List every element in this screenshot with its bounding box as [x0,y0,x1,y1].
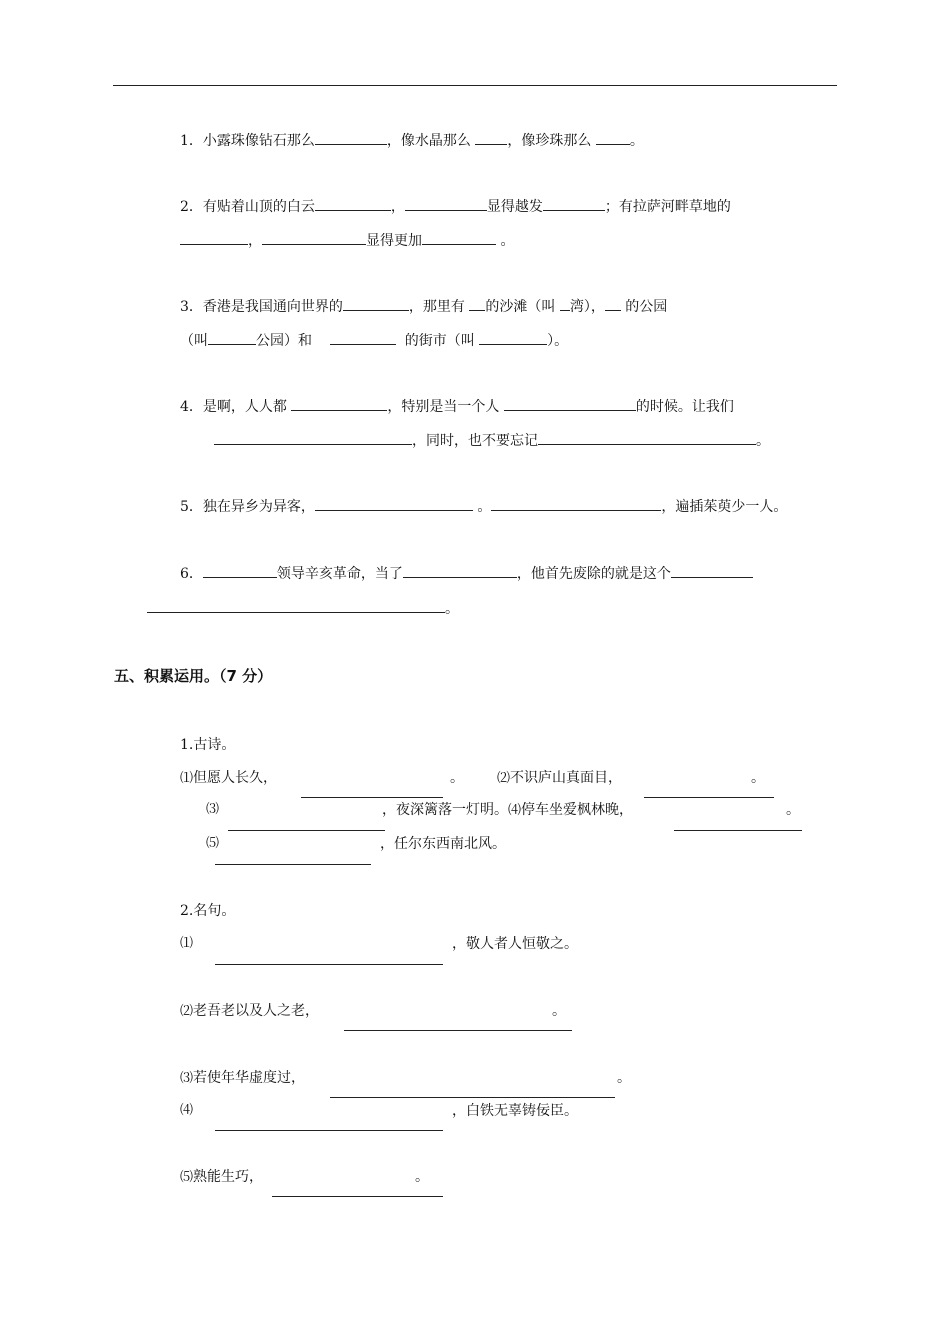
item-number: ⑴ [180,936,194,951]
poem-text: 不识庐山真面目， [510,770,623,786]
q4-text: 的时候。让我们 [635,399,734,415]
q2-text: ， [390,199,405,215]
saying-end: 。 [617,1070,631,1086]
q3-text: 公园）和 [256,333,312,349]
item-number: ⑵ [497,771,511,786]
poem-1 [180,768,277,789]
q3-text: ）。 [547,333,569,349]
poem-text: 停车坐爱枫林晚， [521,802,634,818]
q3-text: 的街市（叫 [404,333,475,349]
item-number: ⑷ [180,1103,194,1118]
saying-end: 。 [415,1169,429,1185]
saying-3 [180,1068,305,1089]
q3-text: 的公园 [625,299,668,315]
poem-2 [497,768,622,789]
poems-label: 1.古诗。 [180,737,236,753]
q5-text: 。 [477,499,492,515]
header-rule [113,85,837,86]
blank[interactable] [475,129,507,145]
blank[interactable] [315,195,391,211]
blank[interactable] [208,329,256,345]
q1-text: 。 [629,133,644,149]
poem-end: 。 [786,802,800,818]
saying-text: ，白铁无辜铸佞臣。 [452,1103,578,1119]
q5-text: ，遍插茱萸少一人。 [661,499,788,515]
question-3-line-2 [180,329,568,351]
question-2-line-2 [180,229,514,251]
poem-3-4 [382,800,633,821]
blank[interactable] [469,295,485,311]
q6-text: ，他首先废除的就是这个 [516,566,671,582]
q2-text: ；有拉萨河畔草地的 [604,199,731,215]
poem-end: 。 [751,770,765,786]
question-4-line-2 [214,429,770,451]
item-number: ⑴ [180,771,194,786]
blank[interactable] [560,295,570,311]
answer-line[interactable] [272,1196,443,1197]
item-number: ⑵ [180,1004,194,1019]
q6-text: 6． [180,566,203,582]
blank[interactable] [543,195,605,211]
blank[interactable] [291,395,387,411]
q3-text: 的沙滩（叫 [485,299,556,315]
poem-end: 。 [450,770,464,786]
blank[interactable] [422,229,496,245]
q2-text: ， [248,233,262,249]
question-2-line-1 [180,195,731,217]
sayings-label: 2.名句。 [180,903,236,919]
q4-text: ，同时，也不要忘记 [412,433,538,449]
question-6-line-1 [180,562,753,584]
saying-2 [180,1001,319,1022]
question-3-line-1 [180,295,667,317]
q3-text: 3．香港是我国通向世界的 [180,299,343,315]
answer-line[interactable] [215,964,443,965]
q1-text: ，像水晶那么 [386,133,471,149]
item-number: ⑶ [180,1071,194,1086]
item-number: ⑶ [206,802,220,817]
saying-text: 老吾老以及人之老， [193,1003,320,1019]
saying-end: 。 [552,1003,566,1019]
item-number: ⑷ [508,803,522,818]
blank[interactable] [605,295,621,311]
blank[interactable] [203,562,277,578]
q2-text: 显得更加 [366,233,422,249]
blank[interactable] [330,329,396,345]
blank[interactable] [214,429,412,445]
question-5 [180,495,787,517]
q6-text: 领导辛亥革命，当了 [276,566,403,582]
question-4-line-1 [180,395,734,417]
q4-text: 。 [756,433,770,449]
answer-line[interactable] [674,830,802,831]
section-title: 五、积累运用。（7 分） [114,667,273,685]
question-6-line-2 [147,597,459,619]
answer-line[interactable] [215,1130,443,1131]
q4-text: ，特别是当一个人 [387,399,500,415]
blank[interactable] [479,329,547,345]
q3-text: ，那里有 [408,299,465,315]
q1-text: ，像珍珠那么 [507,133,592,149]
q3-text: （叫 [180,333,208,349]
q2-text: 。 [500,233,515,249]
blank[interactable] [538,429,756,445]
saying-5 [180,1167,263,1188]
item-number: ⑸ [206,836,220,851]
blank[interactable] [504,395,636,411]
saying-text: 熟能生巧， [193,1169,264,1185]
q1-text: 1．小露珠像钻石那么 [180,133,315,149]
blank[interactable] [403,562,517,578]
answer-line[interactable] [301,797,443,798]
poem-text: ，任尔东西南北风。 [380,836,506,852]
poem-text: 但愿人长久， [193,770,278,786]
answer-line[interactable] [228,830,385,831]
answer-line[interactable] [330,1097,615,1098]
blank[interactable] [596,129,630,145]
q3-text: 湾）， [569,299,605,315]
blank[interactable] [180,229,248,245]
q6-text: 。 [445,601,459,617]
saying-text: 若使年华虚度过， [193,1070,306,1086]
q4-text: 4．是啊，人人都 [180,399,287,415]
question-1 [180,129,644,151]
blank[interactable] [343,295,409,311]
saying-text: ，敬人者人恒敬之。 [452,936,578,952]
item-number: ⑸ [180,1170,194,1185]
blank[interactable] [262,229,366,245]
blank[interactable] [315,495,473,511]
answer-line[interactable] [344,1030,572,1031]
q2-text: 显得越发 [486,199,543,215]
answer-line[interactable] [644,797,774,798]
answer-line[interactable] [215,864,371,865]
blank[interactable] [315,129,387,145]
poem-text: ，夜深篱落一灯明。 [382,802,508,818]
q2-text: 2．有贴着山顶的白云 [180,199,315,215]
blank[interactable] [147,597,445,613]
blank[interactable] [671,562,753,578]
q5-text: 5．独在异乡为异客， [180,499,315,515]
blank[interactable] [405,195,487,211]
blank[interactable] [491,495,661,511]
